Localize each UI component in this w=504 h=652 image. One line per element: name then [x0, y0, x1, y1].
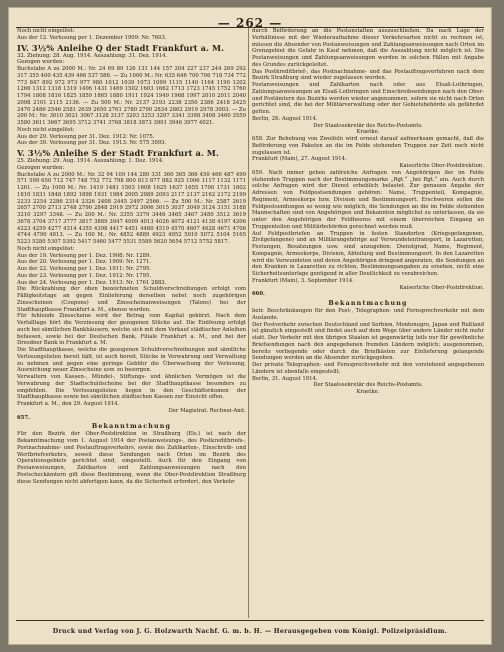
text-paragraph: Kaiserliche Ober-Postdirektion.	[399, 284, 484, 291]
text-paragraph: 658. Zur Behebung von Zweifeln wird erneut darauf aufmerksam gemacht, daß die Beförderung von Paketen an die im Felde stehenden Truppen zur Zeit noch nicht zugelassen ist.	[252, 136, 484, 156]
section-heading: V. 3½% Anleihe S der Stadt Frankfurt a. M.	[17, 148, 219, 158]
text-paragraph: Der Magistrat. Rechnei-Amt.	[168, 407, 246, 414]
text-paragraph: 660.	[252, 291, 265, 298]
text-paragraph: Die Rückzahlung der oben bezeichneten Schuldverschreibungen erfolgt vom Fälligkeitstage an gegen Einlieferung derselben nebst noch zugehörigen Zinsscheinen (Coupons) und Zinsscheinanweisungen (Talons) bei der Stadthauptkasse Frankfurt a. M., ebenso werden.	[17, 286, 246, 313]
text-paragraph: Der private Telegraphen- und Fernsprechverkehr mit den vorstehend angegebenen Ländern ist ebenfalls eingestellt.	[252, 362, 484, 375]
text-paragraph: Kaiserliche Ober-Postdirektion.	[399, 163, 484, 169]
footer-rule	[16, 620, 484, 621]
text-paragraph: Aus der 30. Verlosung per 31. Dez. 1913: Nr. 575 3093.	[17, 140, 167, 147]
text-paragraph: Aus der 24. Verlosung per 1. Dez. 1913: Nr. 1761 2883.	[17, 279, 167, 286]
text-paragraph: Kraetke.	[356, 389, 380, 395]
text-paragraph: Für fehlende Zinsscheine wird der Betrag vom Kapital gekürzt. Nach dem Verfalltage hört die Verzinsung der gezogenen Stücke auf. Die Einlösung erfolgt auch bei sämtlichen Bankhäusern, welche sich mit dem Verkauf städtischer Anleihen befassen, sowie bei der Deutschen Bank, Filiale Frankfurt a. M., und bei der Dresdner Bank in Frankfurt a. M.	[17, 313, 246, 347]
text-paragraph: Berlin, 31. August 1914.	[252, 375, 318, 382]
text-paragraph: Buchstabe A zu 2000 M.: Nr. 24 69 89 126 131 144 157 204 227 237 244 269 292 317 355 400 435 439 466 537 586. — Zu 1000 M.: Nr. 635 646 700 706 718 734 772 773 847 892 972 973 977 980 1012 1039 1073 1099 1115 1140 1164 1190 1202 1266 1312 1318 1319 1406 1431 1469 1502 1603 1662 1713 1723 1745 1752 1760 1794 1808 1816 1825 1859 1865 1880 1911 1924 1949 1968 1997 2010 2011 2040 2098 2101 2115 2136. — Zu 500 M.: Nr. 2137 2193 2238 2350 2386 2418 2425 2470 2486 2546 2581 2639 2650 2761 2780 2790 2834 2862 2919 2978 3003. — Zu 200 M.: Nr. 3010 3021 3067 3128 3137 3203 3253 3297 3341 3398 3408 3460 3559 3580 3611 3667 3695 3712 3741 3768 3818 3873 3901 3946 3977 4021.	[17, 66, 246, 126]
text-paragraph: Der Staatssekretär des Reichs-Postamts.	[313, 122, 423, 129]
section-heading: Bekanntmachung	[328, 300, 408, 307]
section-heading: IV. 3½% Anleihe Q der Stadt Frankfurt a. M.	[17, 42, 225, 53]
text-paragraph: Kraetke.	[356, 129, 380, 136]
text-paragraph: Frankfurt a. M., den 29. August 1914.	[17, 401, 120, 407]
left-column	[17, 28, 246, 618]
right-column	[252, 28, 484, 618]
text-paragraph: 25. Ziehung: 29. Aug. 1914. Auszahlung: 1. Dez. 1914.	[17, 158, 164, 164]
text-paragraph: Noch nicht eingelöst:	[17, 245, 75, 252]
text-paragraph: Berlin, 26. August 1914.	[252, 115, 318, 122]
text-paragraph: Frankfurt (Main), 27. August 1914.	[252, 156, 347, 163]
text-paragraph: Gezogen wurden:	[17, 59, 65, 66]
text-paragraph: Aus der 29. Verlosung per 31. Dez. 1912: Nr. 1075.	[17, 133, 155, 140]
text-paragraph: Postanweisungen und Zahlkarten nach oder aus Elsaß-Lothringen, Zahlungsanweisungen an Elsaß-Lothringen und Einschreibsendungen nach den Ober- und Postämtern des Bezirks werden wieder angenommen, sofern sie nicht nach Orten gerichtet sind, die bei der Militärverwaltung oder der Gebietsbehörde als gefährdet gelten.	[252, 82, 484, 115]
text-paragraph: Auf Feldpostbriefen an Truppen in festen Standorten (Kriegsgefangenen, Zivilgefangene) und an Militärangehörige auf Verwundetentransport, in Lazaretten, Festungen, Besatzungen usw. sind anzugeben: Dienstgrad, Name, Regiment, Kompagnie, Armeekorps, Division, Abteilung und Bestimmungsort. In den Lazaretten wird die Verwundeten und deren Angehörigen dringend angeraten, die Sendungen an den Kranken in Lazaretten zu richten, Bestimmungsangaben zu ersehen, nicht eine Sicherheitsunterlage genügend in aller Deutlichkeit zu verabreichen.	[252, 230, 484, 277]
text-paragraph: Aus der 23. Verlosung per 1. Dez. 1912: Nr. 1795.	[17, 272, 152, 279]
imprint-footer: Druck und Verlag von J. G. Holzwarth Nachf. G. m. b. H. — Herausgegeben vom Königl. Polizeipräsidium.	[52, 628, 448, 635]
text-paragraph: Noch nicht eingelöst:	[17, 126, 75, 133]
text-paragraph: Gezogen wurden:	[17, 164, 65, 171]
text-paragraph: Aus der 20. Verlosung per 1. Dez. 1909: Nr. 1271.	[17, 259, 152, 266]
text-paragraph: Für den Bezirk der Ober-Postdirektion in Straßburg (Els.) ist nach der Bekanntmachung vom 1. August 1914 der Postanweisungs-, des Postkreditbriefs-, Postnachnahme- und Postauftragsverkehrs, sowie des Zahlkarten-, Einschreib- und Wertbriefverkehrs, soweit diese Sendungen nach Orten im Bezirk des Operationsgebiets gerichtet sind, eingestellt. Auch für den Eingang von Postanweisungen, Zahlkarten und Zahlungsanweisungen nach den Postscheckämtern gilt diese Bestimmung, wenn die Ober-Postdirektion Straßburg diese Sendungen nicht abfertigen kann, da die Sicherheit erfordert, den Verkehr	[17, 431, 246, 485]
text-paragraph: Aus der 19. Verlosung per 1. Dez. 1908: Nr. 1289.	[17, 252, 152, 259]
newspaper-page	[8, 7, 492, 645]
text-paragraph: Aus der 22. Verlosung per 1. Dez. 1911: Nr. 2795.	[17, 266, 152, 272]
page-number: — 262 —	[217, 16, 283, 30]
text-paragraph: Verwaltern von Kassen-, Mündel-, Stiftungs- und ähnlichen Vermögen ist die Verwahrung der Stadtschuldscheine bei der Stadthauptkasse besonders zu empfehlen. Die Verlosungslisten liegen in den Geschäftsräumen der Stadthauptkasse sowie bei sämtlichen städtischen Kassen zur Einsicht offen.	[17, 374, 246, 401]
text-paragraph: Der Postverkehr zwischen Deutschland und Serbien, Montenegro, Japan und Rußland ist gänzlich eingestellt und findet auch auf dem Wege über andere Länder nicht mehr statt. Der Verkehr mit den übrigen Staaten ist gegenwärtig teils nur für gewöhnliche Briefsendungen nach den angegebenen fremden Ländern möglich; ausgenommen, bereits vorliegende oder durch die Briefkästen zur Einlieferung gelangende Sendungen werden an die Absender zurückgegeben.	[252, 321, 484, 362]
text-paragraph: 657.	[17, 414, 30, 421]
text-paragraph: durch Beförderung an die Postanstalten auszuschließen. Da nach Lage der Verhältnisse mit der Wiederaufnahme dieser Verkehrsarten nicht zu rechnen ist, müssen die Absender von Postanweisungen und Zahlungsanweisungen nach Orten im Grenzgebiet die Gefahr in Kauf nehmen, daß die Auszahlung nicht möglich ist. Die Postanweisungen und Zahlungsanweisungen werden in solchen Fällen mit Angabe des Grundes zurückgeleitet.	[252, 28, 484, 68]
text-paragraph: Frankfurt (Main), 3. September 1914.	[252, 277, 354, 284]
text-paragraph: 659. Nach immer gehen zahlreiche Anfragen von Angehörigen der im Felde stehenden Truppen nach der Bestimmungsmarke „Rgt.“ „bei Rgt.“ ein. Auch durch solche Anfragen wird der Dienst erheblich belastet. Zur genauen Angabe der Adressen von Feldpostsendungen gehören: Name, Truppenteil, Kompagnie, Regiment, Armeekorps bzw. Division und Bestimmungsort. Erschweren sollen die Feldpostsendungen so wenig wie möglich, die Sendungen an die im Felde stehenden Mannschaften sind von Angehörigen und Bekannten möglichst zu unterlassen, da sie unter den Angehörigen der Feldheeres mit einem überreichen Eingang an Truppenteilen und Militärbehörden gerechnet werden muß.	[252, 169, 484, 230]
text-paragraph: Das Postkreditbrief-, das Postnachnahme- und das Postauftragsverfahren nach dem Bezirk Straßburg sind wieder zugelassen worden.	[252, 68, 484, 82]
text-paragraph: Die Stadthauptkasse, welche die gezogenen Schuldverschreibungen und sämtliche Verlosungslisten bereit hält, ist auch bereit, Stücke in Verwahrung und Verwaltung zu nehmen und gegen eine geringe Gebühr die Überwachung der Verlosung, Ausreichung neuer Zinsscheine usw. zu besorgen.	[17, 347, 246, 374]
text-paragraph: Der Staatssekretär des Reichs-Postamts.	[313, 382, 423, 389]
text-paragraph: Aus der 12. Verlosung per 1. Dezember 1909: Nr. 7603.	[17, 34, 167, 41]
text-paragraph: Noch nicht eingelöst:	[17, 28, 75, 34]
column-divider	[248, 28, 249, 618]
text-paragraph: Buchstabe A zu 2000 M.: Nr. 32 94 109 144 280 331 360 365 366 450 466 487 499 571 599 650 712 747 748 752 772 798 800 813 877 882 925 1006 1117 1132 1171 1261. — Zu 1000 M.: Nr. 1419 1481 1503 1608 1625 1637 1655 1700 1731 1802 1810 1831 1848 1892 1898 1931 1984 2005 2089 2093 2117 2137 2162 2172 2199 2233 2254 2286 2314 2326 2408 2445 2497 2566. — Zu 500 M.: Nr. 2587 2619 2657 2700 2713 2748 2790 2848 2919 2972 3006 3015 3037 3049 3124 3151 3188 3210 3297 3348. — Zu 200 M.: Nr. 3355 3379 3446 3465 3467 3480 3512 3619 3678 3704 3717 3777 3817 3889 3947 4009 4013 4026 4072 4121 4138 4197 4206 4223 4259 4277 4314 4355 4398 4417 4451 4480 4519 4570 4607 4628 4671 4706 4744 4790 4813. — Zu 100 M.: Nr. 4852 4889 4923 4952 5010 5072 5104 5165 5223 5280 5307 5392 5417 5460 5477 5531 5589 5620 5654 5712 5752 5817.	[17, 171, 246, 245]
text-paragraph: 32. Ziehung: 28. Aug. 1914. Auszahlung: 31. Dez. 1914.	[17, 52, 168, 59]
section-heading: Bekanntmachung	[91, 423, 172, 431]
text-paragraph: betr. Beschränkungen für den Post-, Telegraphen- und Fernsprechverkehr mit dem Auslande.	[252, 308, 484, 321]
